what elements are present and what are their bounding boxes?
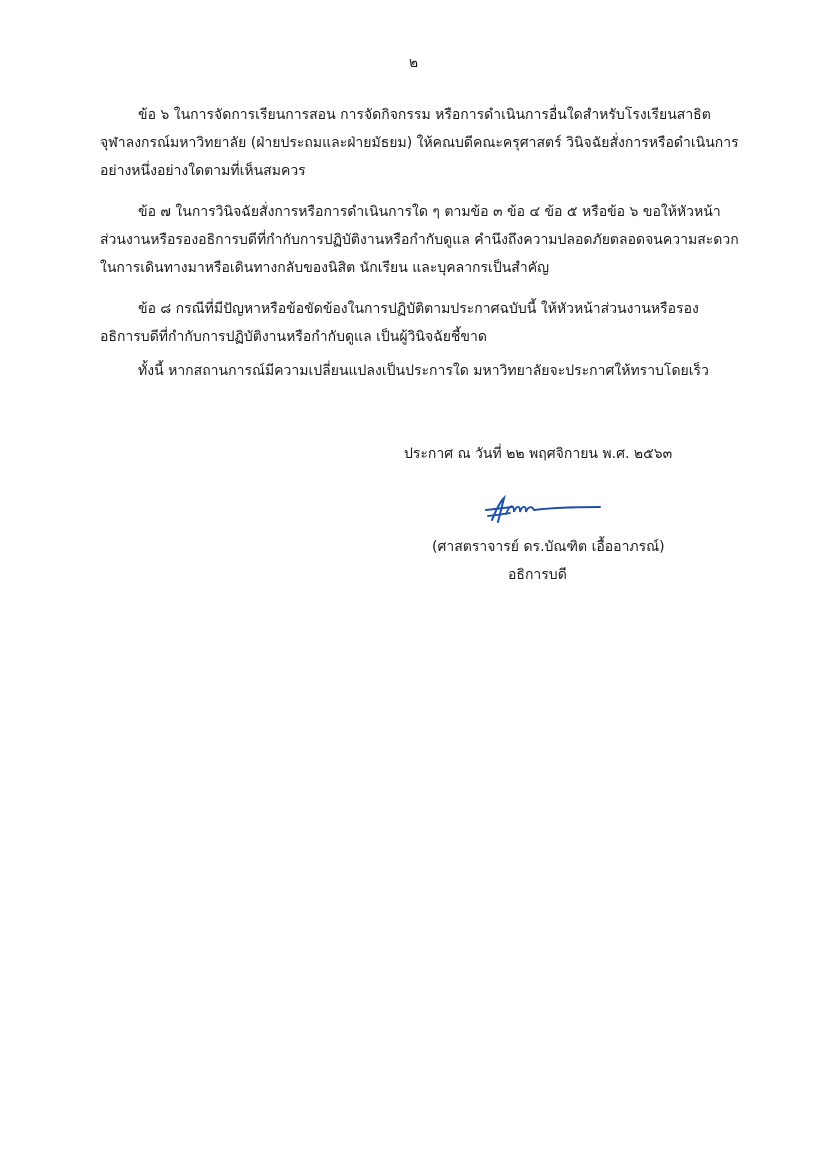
signatory-name: (ศาสตราจารย์ ดร.บัณฑิต เอื้ออาภรณ์) bbox=[432, 539, 665, 555]
clause-6-line-3: อย่างหนึ่งอย่างใดตามที่เห็นสมควร bbox=[100, 163, 306, 179]
clause-6-line-2: จุฬาลงกรณ์มหาวิทยาลัย (ฝ่ายประถมและฝ่ายมัธยม) ให้คณบดีคณะครุศาสตร์ วินิจฉัยสั่งการหรือดำเนินการ bbox=[100, 135, 739, 151]
signatory-title: อธิการบดี bbox=[508, 567, 567, 583]
clause-8-line-2: อธิการบดีที่กำกับการปฏิบัติงานหรือกำกับดูแล เป็นผู้วินิจฉัยชี้ขาด bbox=[100, 329, 487, 345]
clause-6-line-1: ข้อ ๖ ในการจัดการเรียนการสอน การจัดกิจกรรม หรือการดำเนินการอื่นใดสำหรับโรงเรียนสาธิต bbox=[138, 107, 711, 123]
clause-7-line-3: ในการเดินทางมาหรือเดินทางกลับของนิสิต นักเรียน และบุคลากรเป็นสำคัญ bbox=[100, 260, 549, 276]
signature-image bbox=[478, 492, 608, 528]
clause-8-line-1: ข้อ ๘ กรณีที่มีปัญหาหรือข้อขัดข้องในการปฏิบัติตามประกาศฉบับนี้ ให้หัวหน้าส่วนงานหรือรอง bbox=[138, 301, 699, 317]
page-number: ๒ bbox=[408, 55, 419, 71]
closing-statement: ทั้งนี้ หากสถานการณ์มีความเปลี่ยนแปลงเป็นประการใด มหาวิทยาลัยจะประกาศให้ทราบโดยเร็ว bbox=[138, 363, 709, 379]
announcement-date: ประกาศ ณ วันที่ ๒๒ พฤศจิกายน พ.ศ. ๒๕๖๓ bbox=[404, 446, 673, 462]
clause-7-line-1: ข้อ ๗ ในการวินิจฉัยสั่งการหรือการดำเนินการใด ๆ ตามข้อ ๓ ข้อ ๔ ข้อ ๕ หรือข้อ ๖ ขอให้หัวหน้า bbox=[138, 204, 721, 220]
clause-7-line-2: ส่วนงานหรือรองอธิการบดีที่กำกับการปฏิบัติงานหรือกำกับดูแล คำนึงถึงความปลอดภัยตลอดจนความสะดวก bbox=[100, 232, 739, 248]
